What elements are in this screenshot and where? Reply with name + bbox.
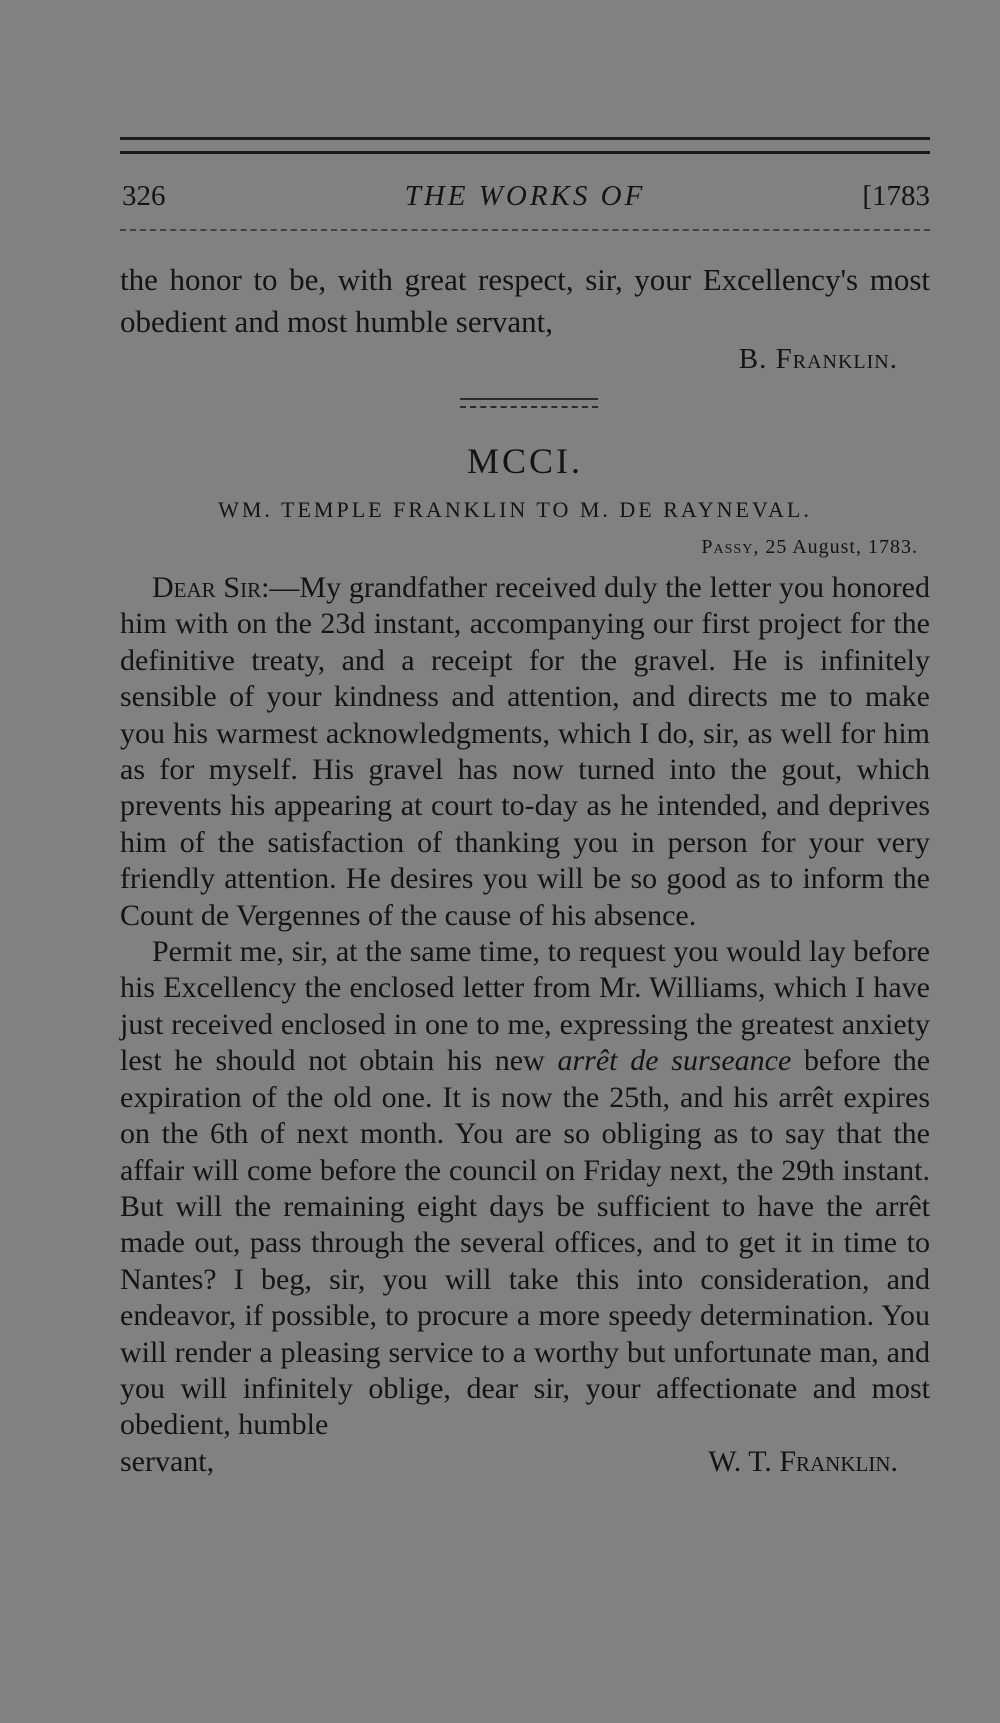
closing-text: the honor to be, with great respect, sir, your Excellency's most obedient and most humble servant,: [120, 262, 930, 339]
top-rule-secondary: [120, 151, 930, 154]
signature-name: Franklin.: [775, 343, 898, 375]
italic-phrase: arrêt de surseance: [557, 1044, 792, 1078]
closing-word: servant,: [120, 1444, 215, 1478]
letter-number: MCCI.: [466, 441, 584, 481]
closing-line: [120, 1444, 930, 1480]
paragraph-1: [120, 570, 930, 934]
signature-initials: W. T.: [708, 1444, 772, 1478]
signature-initial: B.: [738, 343, 768, 375]
top-rule: [120, 137, 930, 140]
previous-letter-signature: [739, 343, 898, 376]
salutation: Dear Sir: [152, 571, 262, 604]
paragraph-2-text-a: Permit me, sir, at the same time, to request you would lay before his Excellency the enclosed letter from Mr. Williams, which I have just received enclosed in one to me, expressing the greatest anxiety lest he should not obtain his new: [120, 935, 930, 1078]
dateline-place: Passy: [701, 536, 754, 558]
page-number: 326: [122, 180, 166, 212]
letter-heading: WM. TEMPLE FRANKLIN TO M. DE RAYNEVAL.: [218, 497, 812, 522]
paragraph-1-text: :—My grandfather received duly the letter you honored him with on the 23d instant, accompanying our first project for the definitive treaty, and a receipt for the gravel. He is infinitely sensible of your kindness and attention, and directs me to make you his warmest acknowledgments, which I do, sir, as well for him as for myself. His gravel has now turned into the gout, which prevents his appearing at court to-day as he intended, and deprives him of the satisfaction of thanking you in person for your very friendly attention. He desires you will be so good as to inform the Count de Vergennes of the cause of his absence.: [120, 571, 930, 932]
page-header: [120, 176, 930, 216]
paragraph-2: [120, 934, 930, 1444]
header-year: [1783: [862, 180, 930, 212]
book-page: [120, 0, 930, 1723]
section-divider: [460, 398, 598, 408]
previous-letter-closing: [120, 259, 930, 343]
paragraph-2-text-b: before the expiration of the old one. It is now the 25th, and his arrêt expires on the 6th of next month. You are so obliging as to say that the affair will come before the council on Friday next, the 29th instant. But will the remaining eight days be sufficient to have the arrêt made out, pass through the several offices, and to get it in time to Nantes? I beg, sir, you will take this into consideration, and endeavor, if possible, to procure a more speedy determination. You will render a pleasing service to a worthy but unfortunate man, and you will infinitely oblige, dear sir, your affectionate and most obedient, humble: [120, 1044, 931, 1442]
running-title: THE WORKS OF: [404, 180, 646, 212]
header-rule: [120, 229, 930, 231]
letter-dateline: [701, 536, 918, 559]
letter-body: [120, 570, 930, 1480]
letter-signature: [708, 1444, 898, 1480]
letter-signature-name: Franklin.: [779, 1444, 898, 1478]
dateline-date: , 25 August, 1783.: [753, 536, 918, 558]
